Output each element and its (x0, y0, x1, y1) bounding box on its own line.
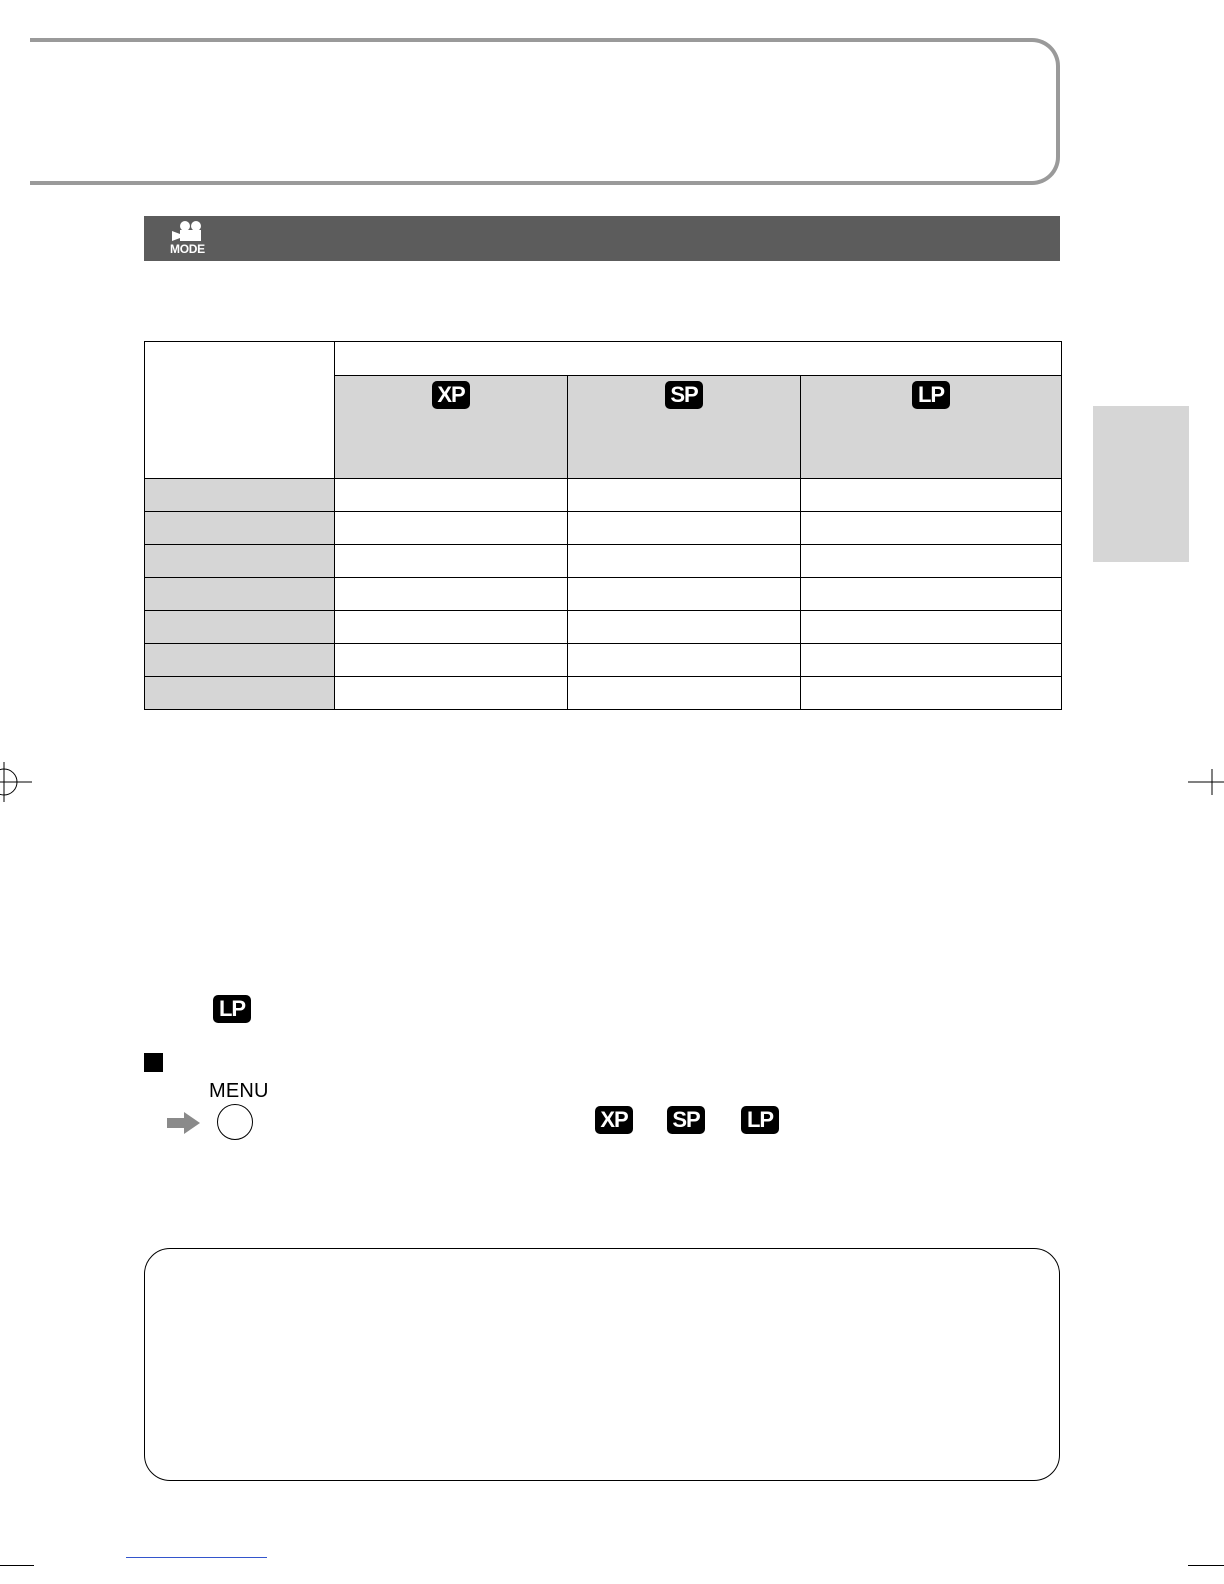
mode-header-sp (568, 376, 801, 479)
chapter-side-tab (1093, 406, 1189, 562)
lp-menu-badge: LP (741, 1106, 779, 1134)
footer-link-underline (126, 1557, 267, 1558)
note-box (144, 1248, 1060, 1481)
table-row (145, 644, 1062, 677)
table-cell (335, 545, 568, 578)
table-row (145, 545, 1062, 578)
recording-mode-table (144, 341, 1062, 710)
table-cell (335, 479, 568, 512)
sp-menu-badge: SP (667, 1106, 705, 1134)
arrow-right-icon (167, 1110, 203, 1136)
table-cell (335, 512, 568, 545)
table-cell (568, 578, 801, 611)
table-cell (801, 644, 1062, 677)
lp-inline-badge: LP (213, 995, 251, 1023)
footer-rule-right (1188, 1565, 1224, 1566)
row-header (145, 677, 335, 710)
lp-badge: LP (912, 381, 950, 409)
table-row (145, 677, 1062, 710)
row-header (145, 644, 335, 677)
table-cell (568, 644, 801, 677)
menu-label: MENU (209, 1080, 269, 1102)
row-header (145, 578, 335, 611)
table-cell (568, 611, 801, 644)
sp-badge: SP (665, 381, 703, 409)
table-row (145, 611, 1062, 644)
table-cell (801, 545, 1062, 578)
table-cell (568, 512, 801, 545)
table-cell (335, 578, 568, 611)
table-cell (335, 644, 568, 677)
table-cell (335, 611, 568, 644)
registration-mark-left-icon (0, 760, 34, 804)
table-row (145, 512, 1062, 545)
xp-badge: XP (432, 381, 470, 409)
footer-rule-left (0, 1565, 34, 1566)
table-cell (568, 479, 801, 512)
xp-menu-badge: XP (595, 1106, 633, 1134)
menu-button[interactable] (217, 1104, 253, 1140)
mode-label: MODE (170, 242, 205, 256)
mode-header-lp (801, 376, 1062, 479)
row-header (145, 611, 335, 644)
table-row (145, 479, 1062, 512)
table-cell (568, 545, 801, 578)
mode-header-xp (335, 376, 568, 479)
title-frame (30, 38, 1060, 185)
table-cell (801, 479, 1062, 512)
table-cell (801, 578, 1062, 611)
table-cell (801, 512, 1062, 545)
table-cell (801, 677, 1062, 710)
table-cell (801, 611, 1062, 644)
table-corner-cell (145, 342, 335, 479)
registration-mark-right-icon (1188, 765, 1224, 799)
row-header (145, 512, 335, 545)
table-row (145, 578, 1062, 611)
table-group-header (335, 342, 1062, 376)
row-header (145, 545, 335, 578)
section-square-bullet (144, 1053, 163, 1072)
mode-header-bar (144, 216, 1060, 261)
table-cell (568, 677, 801, 710)
row-header (145, 479, 335, 512)
table-cell (335, 677, 568, 710)
